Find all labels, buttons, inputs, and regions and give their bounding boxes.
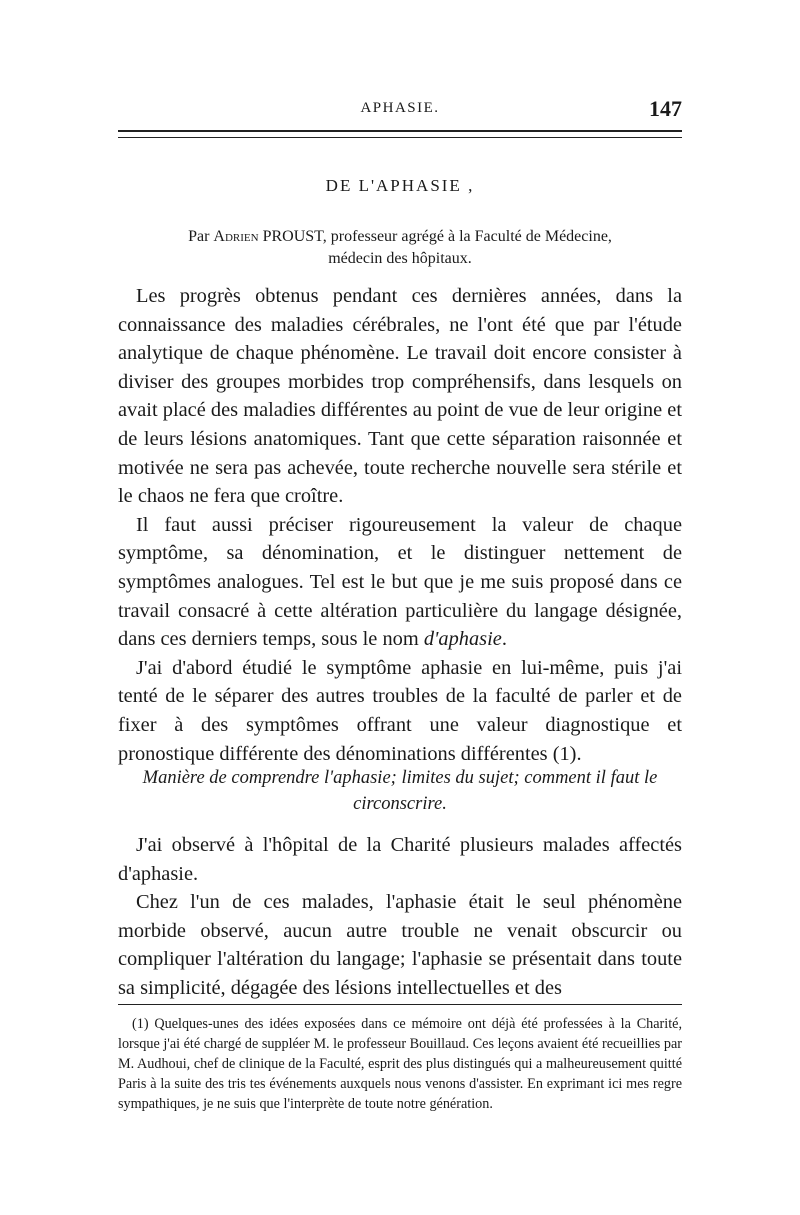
footnote-rule	[118, 1004, 682, 1005]
paragraph-2-text: Il faut aussi préciser rigoureusement la valeur de chaque symptôme, sa dénomination, et le distinguer nettement de symptômes analogues. Tel est le but que je me suis proposé dans ce travail consacré à cette altération particulière du langage désignée, dans ces derniers temps, sous le nom	[118, 513, 682, 651]
paragraph-2-term: d'aphasie	[423, 628, 502, 651]
paragraph-2	[118, 511, 682, 654]
byline-affiliation-line2: médecin des hôpitaux.	[328, 250, 472, 267]
paragraph-4: J'ai observé à l'hôpital de la Charité plusieurs malades affectés d'aphasie.	[118, 834, 682, 885]
running-title: APHASIE.	[360, 100, 440, 116]
body-text-continued	[118, 831, 682, 1003]
section-heading: Manière de comprendre l'aphasie; limites du sujet; comment il faut le circonscrire.	[142, 768, 658, 814]
paragraph-1: Les progrès obtenus pendant ces dernières années, dans la connaissance des maladies cérébrales, ne l'ont été que par l'étude analytique de chaque phénomène. Le travail doit encore consister à diviser des groupes morbides trop compréhensifs, dans lesquels on avait placé des maladies différentes au point de vue de leur origine et de leurs lésions anatomiques. Tant que cette séparation raisonnée et motivée ne sera pas achevée, toute recherche nouvelle sera stérile et le chaos ne fera que croître.	[118, 285, 682, 508]
running-head	[118, 96, 682, 124]
paragraph-3: J'ai d'abord étudié le symptôme aphasie en lui-même, puis j'ai tenté de le séparer des autres troubles de la faculté de parler et de fixer à des symptômes offrant une valeur diagnostique et pronostique différente des dénominations différentes (1).	[118, 656, 682, 765]
byline	[130, 226, 670, 270]
author-surname: PROUST	[262, 228, 323, 245]
body-text	[118, 282, 682, 768]
article-title: DE L'APHASIE ,	[325, 176, 475, 195]
byline-prefix: Par	[188, 228, 210, 245]
paragraph-5: Chez l'un de ces malades, l'aphasie était le seul phénomène morbide observé, aucun autre trouble ne venait obscurcir ou compliquer l'altération du langage; l'aphasie se présentait dans toute sa simplicité, dégagée des lésions intellectuelles et des	[118, 891, 682, 999]
header-rule	[118, 130, 682, 138]
author-given-name: Adrien	[213, 228, 259, 245]
footnote	[118, 1014, 682, 1114]
page-number: 147	[649, 96, 682, 121]
byline-affiliation: , professeur agrégé à la Faculté de Médecine,	[322, 228, 612, 245]
footnote-text: (1) Quelques-unes des idées exposées dans ce mémoire ont déjà été professées à la Charité, lorsque j'ai été chargé de suppléer M. le professeur Bouillaud. Ces leçons avaient été recueillies par M. Audhoui, chef de clinique de la Faculté, esprit des plus distingués qui a malheureusement quitté Paris à la suite des tris tes événements auxquels nous venons d'assister. En exprimant ici mes regre sympathiques, je ne suis que l'interprète de toute notre génération.	[118, 1016, 682, 1112]
paragraph-2-end: .	[501, 628, 507, 651]
